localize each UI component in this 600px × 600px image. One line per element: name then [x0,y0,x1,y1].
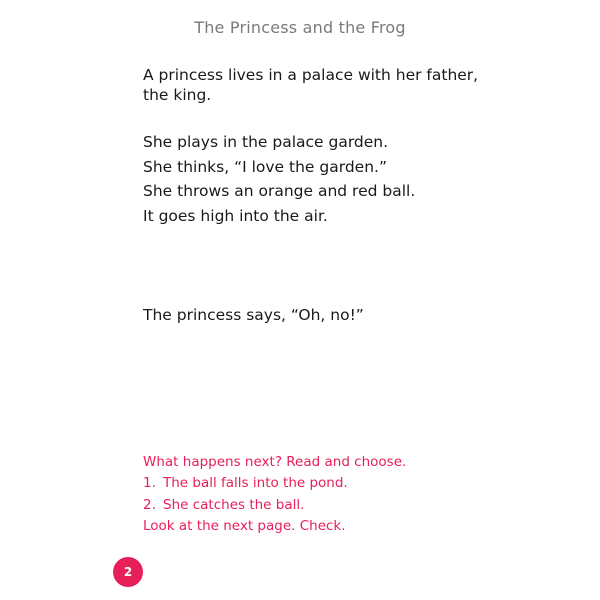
page-number-badge: 2 [113,557,143,587]
story-line: She plays in the palace garden. [143,133,389,151]
page-title: The Princess and the Frog [194,18,406,37]
story-line: It goes high into the air. [143,207,328,225]
story-paragraph-intro [143,65,478,105]
story-line: A princess lives in a palace with her father, [143,66,479,84]
answer-option-2 [143,496,304,514]
story-line: She thinks, “I love the garden.” [143,158,387,176]
story-line: The princess says, “Oh, no!” [143,306,364,324]
option-text: The ball falls into the pond. [163,475,348,491]
option-number: 2. [143,497,156,513]
option-number: 1. [143,475,156,491]
question-prompt: What happens next? Read and choose. [143,454,407,470]
story-line: She throws an orange and red ball. [143,182,416,200]
answer-option-1 [143,474,348,492]
check-instruction: Look at the next page. Check. [143,518,346,534]
option-text: She catches the ball. [163,497,305,513]
story-line: the king. [143,86,212,104]
